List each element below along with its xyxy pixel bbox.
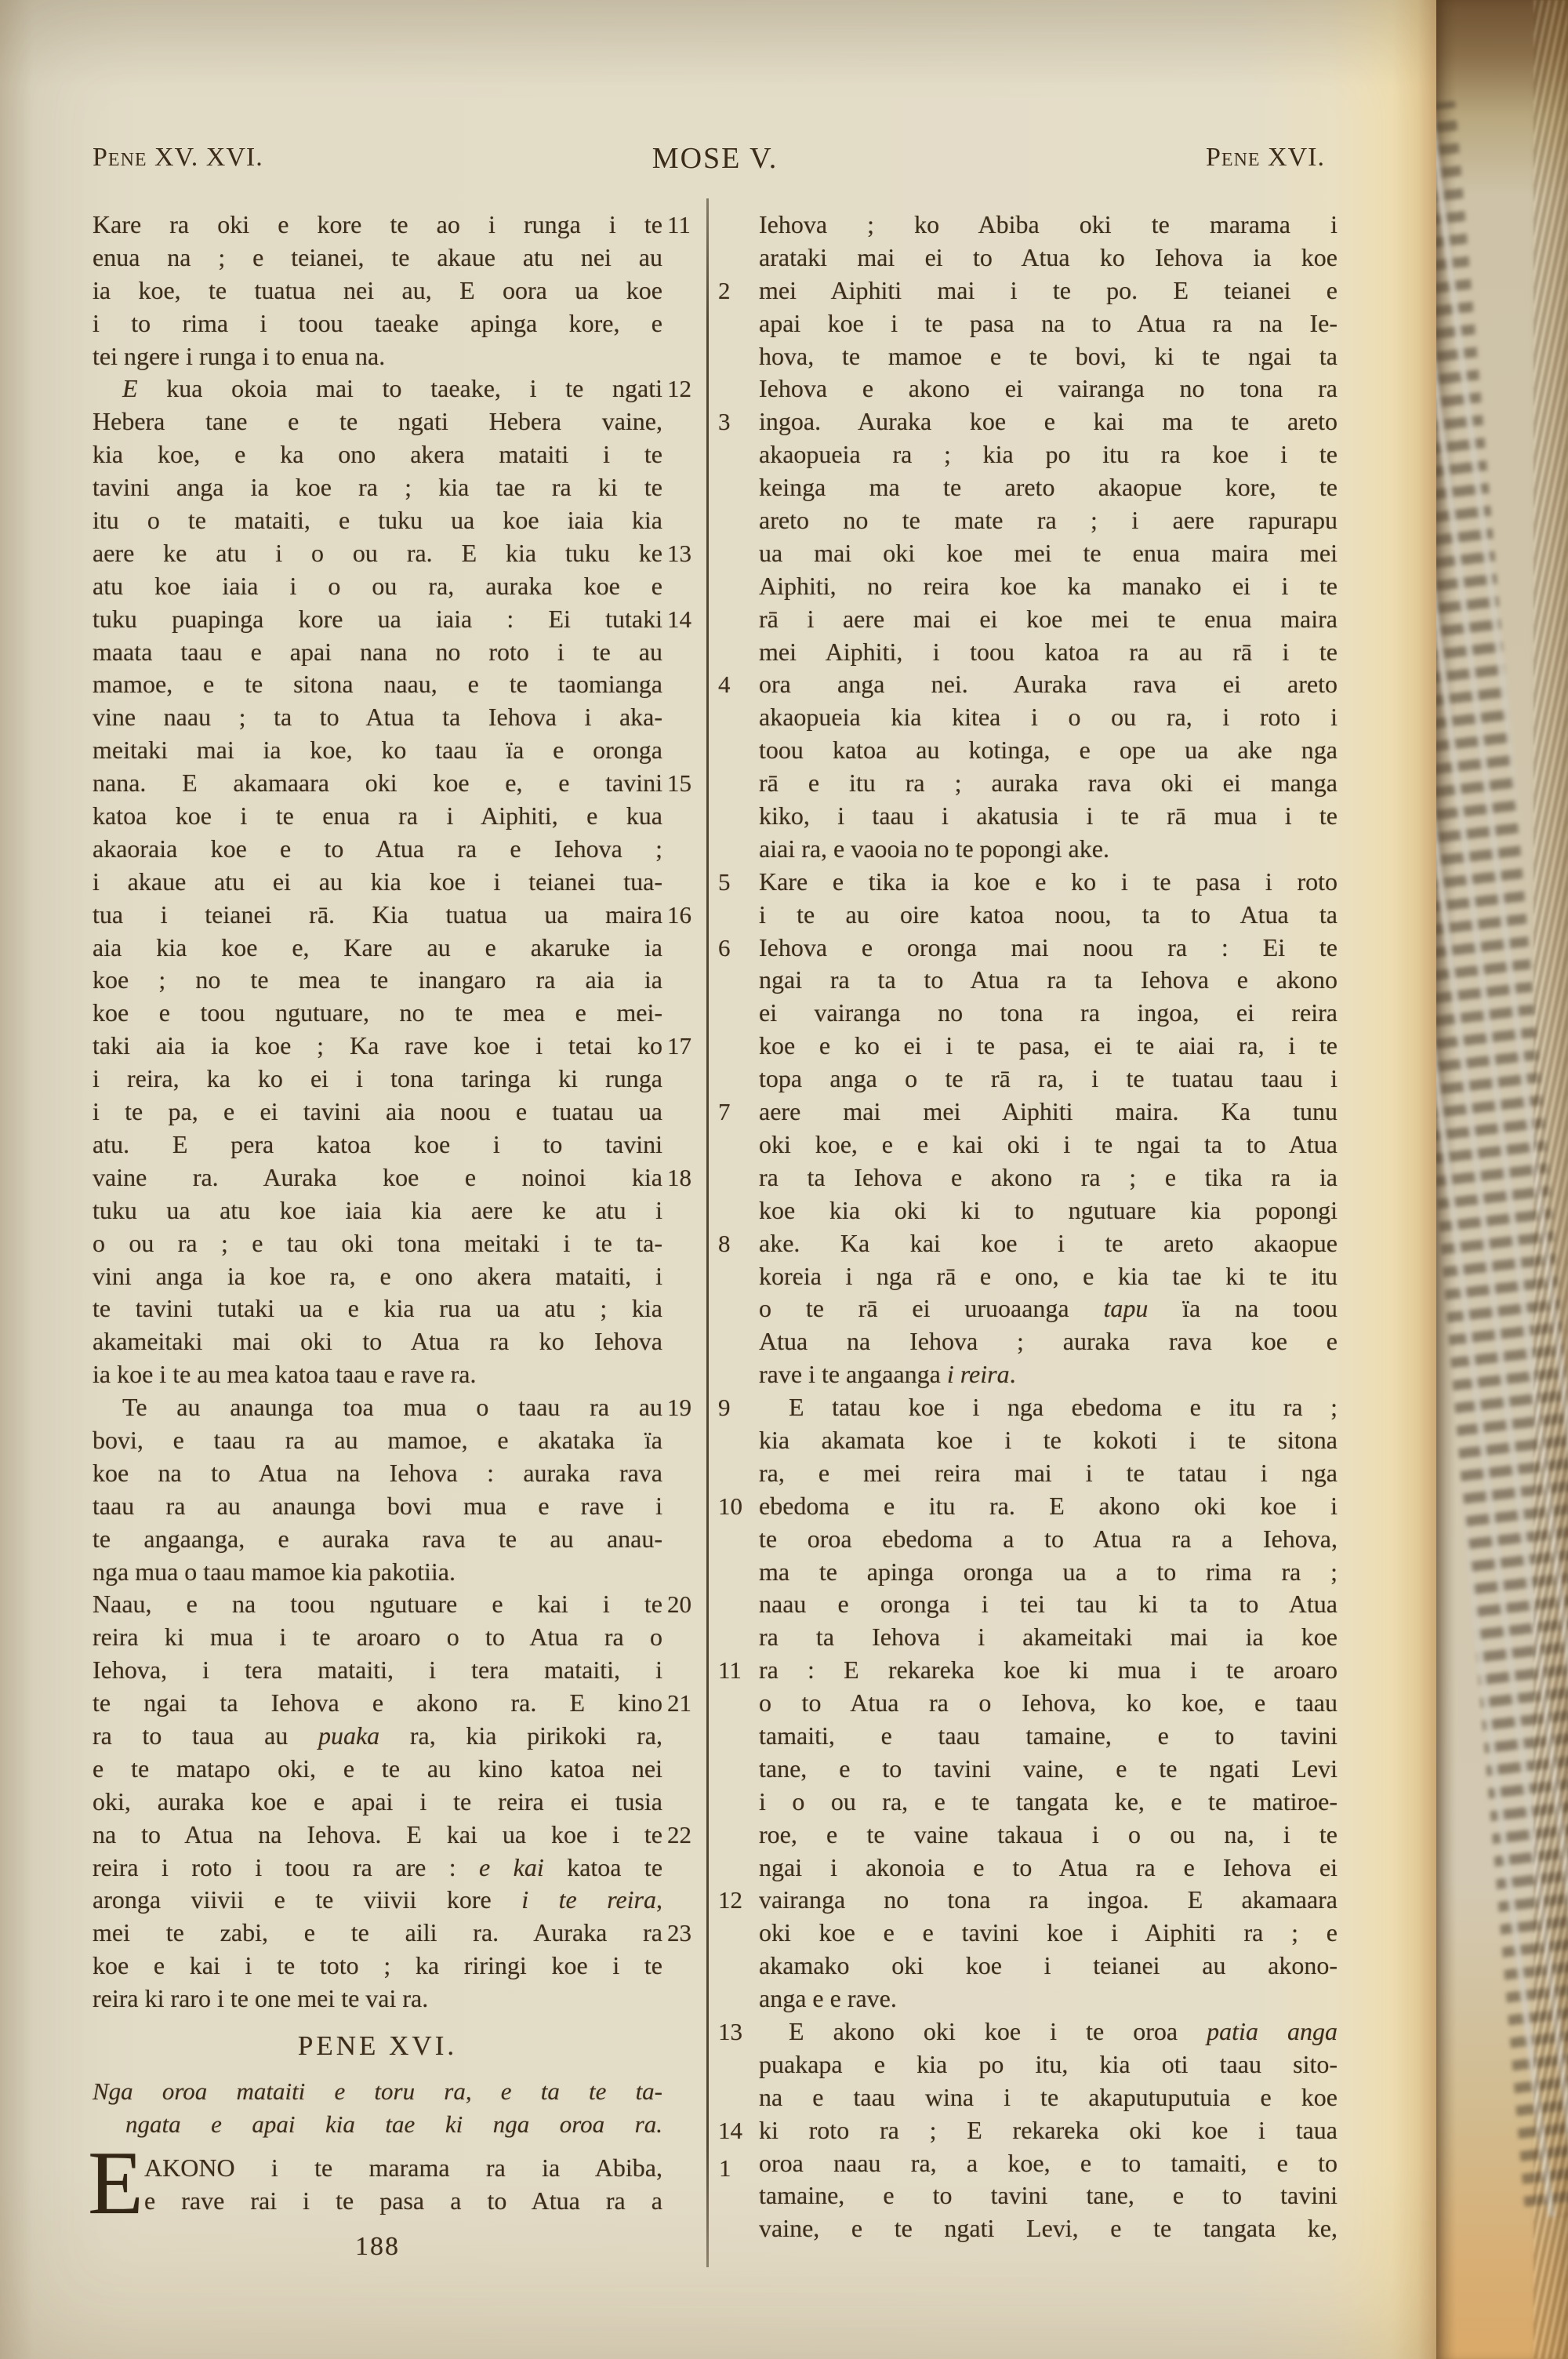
line-text: ebedoma e itu ra. E akono oki koe i <box>759 1491 1338 1520</box>
text-line <box>93 833 662 866</box>
line-text: koe e ko ei i te pasa, ei te aiai ra, i te <box>759 1031 1338 1060</box>
verse-number: 4 <box>718 671 731 699</box>
line-text: Kare e tika ia koe e ko i te pasa i roto <box>759 867 1338 896</box>
text-line <box>759 307 1338 340</box>
column-divider-rule <box>706 198 709 2267</box>
line-text: nana. E akamaara oki koe e, e tavini <box>93 769 662 798</box>
text-line <box>759 997 1338 1030</box>
text-line <box>759 1358 1338 1391</box>
text-line <box>93 964 662 997</box>
line-text: kia koe, e ka ono akera mataiti i te <box>93 440 662 469</box>
text-line <box>93 1063 662 1096</box>
line-text: enua na ; e teianei, te akaue atu nei au <box>93 242 662 271</box>
text-line <box>759 1917 1338 1950</box>
text-line <box>93 1129 662 1161</box>
text-line <box>759 1753 1338 1786</box>
line-text: Naau, e na toou ngutuare e kai i te <box>93 1590 662 1619</box>
text-line <box>718 1391 1338 1424</box>
text-line <box>759 1687 1338 1720</box>
line-text: Iehova e akono ei vairanga no tona ra <box>759 374 1338 403</box>
line-text: oki koe e e tavini koe i Aiphiti ra ; e <box>759 1918 1338 1947</box>
text-line <box>718 2016 1338 2048</box>
text-line <box>759 701 1338 734</box>
text-line <box>93 1687 691 1720</box>
text-line <box>93 2152 731 2185</box>
text-line <box>93 668 662 701</box>
text-line <box>718 866 1338 899</box>
text-line <box>93 274 662 307</box>
text-line <box>93 1917 691 1950</box>
line-text: areto no te mate ra ; i aere rapurapu <box>759 506 1338 535</box>
text-line <box>759 964 1338 997</box>
line-text: i o ou ra, e te tangata ke, e te matiroe- <box>759 1787 1338 1816</box>
text-line <box>759 570 1338 603</box>
line-text: aere ke atu i o ou ra. E kia tuku ke <box>93 538 662 567</box>
chapter-heading: PENE XVI. <box>297 2030 458 2061</box>
line-text: ra ta Iehova i akameitaki mai ia koe <box>759 1623 1338 1652</box>
text-line <box>759 603 1338 636</box>
text-line <box>718 1227 1338 1260</box>
text-line <box>759 209 1338 242</box>
text-line <box>759 899 1338 932</box>
right-column <box>718 209 1338 2245</box>
text-line <box>93 701 662 734</box>
line-text: tamaiti, e taau tamaine, e to tavini <box>759 1721 1338 1750</box>
line-text: taau ra au anaunga bovi mua e rave i <box>93 1491 662 1520</box>
text-line <box>759 1292 1338 1325</box>
line-text: tuku ua atu koe iaia kia aere ke atu i <box>93 1195 662 1224</box>
line-text: ra, e mei reira mai i te tatau i nga <box>759 1458 1338 1487</box>
text-line <box>93 242 662 274</box>
verse-number: 22 <box>667 1820 691 1848</box>
text-line <box>718 274 1338 307</box>
text-line <box>93 1325 662 1358</box>
verse-number: 16 <box>667 900 691 929</box>
line-text: topa anga o te rā ra, i te tuatau taau i <box>759 1064 1338 1093</box>
line-text: ia koe i te au mea katoa taau e rave ra. <box>93 1360 477 1389</box>
line-text: E tatau koe i nga ebedoma e itu ra ; <box>789 1393 1338 1422</box>
text-line <box>759 2048 1338 2081</box>
verse-number: 13 <box>718 2017 742 2045</box>
line-text: arataki mai ei to Atua ko Iehova ia koe <box>759 242 1338 271</box>
text-line <box>759 1424 1338 1457</box>
line-text: koreia i nga rā e ono, e kia tae ki te itu <box>759 1261 1338 1290</box>
text-line <box>759 2179 1338 2212</box>
text-line <box>93 1227 662 1260</box>
line-text: o to Atua ra o Iehova, ko koe, e taau <box>759 1688 1338 1717</box>
line-text: Iehova, i tera mataiti, i tera mataiti, i <box>93 1656 662 1685</box>
text-line <box>93 1588 691 1621</box>
verse-number: 15 <box>667 769 691 798</box>
text-line <box>718 2114 1338 2147</box>
line-text: ia koe, te tuatua nei au, E oora ua koe <box>93 275 662 304</box>
text-line <box>93 1556 662 1589</box>
page-number: 188 <box>355 2231 400 2261</box>
left-column-text <box>93 209 691 2016</box>
line-text: ngai i akonoia e to Atua ra e Iehova ei <box>759 1852 1338 1881</box>
verse-number: 3 <box>718 408 731 436</box>
line-text: i akaue atu ei au kia koe i teianei tua- <box>93 867 662 896</box>
line-text: rā i aere mai ei koe mei te enua maira <box>759 604 1338 633</box>
line-text: oki, auraka koe e apai i te reira ei tusia <box>93 1787 662 1816</box>
text-line <box>93 1852 662 1885</box>
text-line <box>759 242 1338 274</box>
text-line <box>759 636 1338 669</box>
line-text: keinga ma te areto akaopue kore, te <box>759 473 1338 502</box>
line-text: Te au anaunga toa mua o taau ra au <box>122 1393 662 1422</box>
line-text: toou katoa au kotinga, e ope ua ake nga <box>759 736 1338 765</box>
text-line <box>759 1161 1338 1194</box>
text-line <box>718 1884 1338 1917</box>
line-text: ra to taua au puaka ra, kia pirikoki ra, <box>93 1721 662 1750</box>
line-text: taki aia ia koe ; Ka rave koe i tetai ko <box>93 1031 662 1060</box>
verse-number: 5 <box>718 867 731 896</box>
text-line <box>93 1786 662 1819</box>
line-text: puakapa e kia po itu, kia oti taau sito- <box>759 2049 1338 2078</box>
text-line <box>759 800 1338 833</box>
verse-number: 20 <box>667 1590 691 1619</box>
text-line <box>93 340 662 373</box>
text-line <box>93 2075 662 2108</box>
line-text: mei Aiphiti, i toou katoa ra au rā i te <box>759 637 1338 666</box>
line-text: atu. E pera katoa koe i to tavini <box>93 1129 662 1158</box>
line-text: tua i teianei rā. Kia tuatua ua maira <box>93 900 662 929</box>
text-line <box>93 899 691 932</box>
text-line <box>759 1030 1338 1063</box>
line-text: i to rima i toou taeake apinga kore, e <box>93 308 662 337</box>
line-text: o te rā ei uruoaanga tapu ïa na toou <box>759 1294 1338 1323</box>
line-text: o ou ra ; e tau oki tona meitaki i te ta- <box>93 1228 662 1257</box>
line-text: ra ta Iehova e akono ra ; e tika ra ia <box>759 1162 1338 1191</box>
line-text: vairanga no tona ra ingoa. E akamaara <box>759 1885 1338 1914</box>
right-column-text <box>718 209 1338 2245</box>
text-line <box>93 1720 662 1753</box>
line-text: AKONO i te marama ra ia Abiba, <box>144 2153 662 2182</box>
line-text: koe kia oki ki to ngutuare kia popongi <box>759 1195 1338 1224</box>
text-line <box>93 2185 662 2218</box>
line-text: Kare ra oki e kore te ao i runga i te <box>93 210 662 238</box>
text-line <box>93 2108 662 2141</box>
text-line <box>93 1161 691 1194</box>
text-line <box>93 1523 662 1556</box>
text-line <box>93 1621 662 1654</box>
verse-number: 7 <box>718 1098 731 1126</box>
line-text: Atua na Iehova ; auraka rava koe e <box>759 1327 1338 1356</box>
text-line <box>759 1621 1338 1654</box>
text-line <box>759 1786 1338 1819</box>
text-line <box>93 1030 691 1063</box>
text-line <box>93 1194 662 1227</box>
line-text: Hebera tane e te ngati Hebera vaine, <box>93 407 662 436</box>
line-text: ingoa. Auraka koe e kai ma te areto <box>759 407 1338 436</box>
text-line <box>93 800 662 833</box>
opening-paragraph <box>88 2132 731 2234</box>
text-line <box>718 668 1338 701</box>
text-line <box>759 1720 1338 1753</box>
line-text: i te pa, e ei tavini aia noou e tuatau ua <box>93 1097 662 1126</box>
line-text: E akono oki koe i te oroa patia anga <box>789 2016 1338 2045</box>
text-line <box>759 1523 1338 1556</box>
line-text: akaopueia kia kitea i o ou ra, i roto i <box>759 703 1338 732</box>
line-text: ake. Ka kai koe i te areto akaopue <box>759 1228 1338 1257</box>
text-line <box>93 1950 662 1983</box>
line-text: naau e oronga i tei tau ki ta to Atua <box>759 1590 1338 1619</box>
verse-number: 10 <box>718 1492 742 1520</box>
line-text: Nga oroa mataiti e toru ra, e ta te ta- <box>93 2077 662 2105</box>
text-line <box>718 1490 1338 1523</box>
line-text: reira ki raro i te one mei te vai ra. <box>93 1984 429 2013</box>
text-line <box>93 1457 662 1490</box>
verse-number: 2 <box>718 276 731 304</box>
text-line <box>93 1884 662 1917</box>
verse-number: 8 <box>718 1229 731 1257</box>
line-text: e rave rai i te pasa a to Atua ra a <box>144 2186 662 2215</box>
verse-number: 11 <box>718 1656 742 1685</box>
line-text: te ngai ta Iehova e akono ra. E kino <box>93 1688 662 1717</box>
line-text: aia kia koe e, Kare au e akaruke ia <box>93 932 662 961</box>
text-line <box>93 570 662 603</box>
line-text: ei vairanga no tona ra ingoa, ei reira <box>759 998 1338 1027</box>
line-text: meitaki mai ia koe, ko taau ïa e oronga <box>93 736 662 765</box>
text-line <box>718 405 1338 438</box>
line-text: atu koe iaia i o ou ra, auraka koe e <box>93 571 662 600</box>
text-line <box>93 1819 691 1852</box>
verse-number: 19 <box>667 1394 691 1422</box>
text-line <box>93 307 662 340</box>
verse-number: 9 <box>718 1394 731 1422</box>
text-line <box>759 1819 1338 1852</box>
line-text: nga mua o taau mamoe kia pakotiia. <box>93 1557 456 1586</box>
line-text: akameitaki mai oki to Atua ra ko Iehova <box>93 1327 662 1356</box>
line-text: aiai ra, e vaooia no te popongi ake. <box>759 834 1109 863</box>
line-text: ma te apinga oronga ua a to rima ra ; <box>759 1557 1338 1586</box>
text-line <box>93 1358 662 1391</box>
text-line <box>93 1490 662 1523</box>
line-text: maata taau e apai nana no roto i te au <box>93 637 662 666</box>
text-line <box>93 1753 662 1786</box>
line-text: tavini anga ia koe ra ; kia tae ra ki te <box>93 473 662 502</box>
text-line <box>759 471 1338 504</box>
text-line <box>759 1325 1338 1358</box>
page-edge-stack-texture <box>1534 0 1568 2359</box>
line-text: Iehova e oronga mai noou ra : Ei te <box>759 932 1338 961</box>
text-line <box>93 373 691 405</box>
text-line <box>759 1950 1338 1983</box>
line-text: itu o te mataiti, e tuku ua koe iaia kia <box>93 506 662 535</box>
line-text: koe na to Atua na Iehova : auraka rava <box>93 1458 662 1487</box>
verse-number: 18 <box>667 1163 691 1191</box>
line-text: mamoe, e te sitona naau, e te taomianga <box>93 670 662 699</box>
line-text: anga e e rave. <box>759 1984 897 2013</box>
line-text: bovi, e taau ra au mamoe, e akataka ïa <box>93 1425 662 1454</box>
line-text: i te au oire katoa noou, ta to Atua ta <box>759 900 1338 929</box>
line-text: tamaine, e to tavini tane, e to tavini <box>759 2181 1338 2210</box>
line-text: kiko, i taau i akatusia i te rā mua i te <box>759 801 1338 831</box>
opening-paragraph-lines <box>93 2152 731 2218</box>
text-line <box>759 1556 1338 1589</box>
line-text: aere mai mei Aiphiti maira. Ka tunu <box>759 1097 1338 1126</box>
line-text: vaine ra. Auraka koe e noinoi kia <box>93 1162 662 1191</box>
line-text: koe ; no te mea te inangaro ra aia ia <box>93 965 662 994</box>
line-text: vaine, e te ngati Levi, e te tangata ke, <box>759 2214 1338 2243</box>
running-head-left: Pene XV. XVI. <box>93 143 263 172</box>
text-line <box>759 833 1338 866</box>
line-text: ki roto ra ; E rekareka oki koe i taua <box>759 2115 1338 2144</box>
line-text: oki koe, e e kai oki i te ngai ta to Atua <box>759 1129 1338 1158</box>
text-line <box>93 1983 662 2016</box>
line-text: koe e kai i te toto ; ka riringi koe i te <box>93 1951 662 1980</box>
line-text: te tavini tutaki ua e kia rua ua atu ; kia <box>93 1294 662 1323</box>
text-line <box>93 997 662 1030</box>
line-text: vini anga ia koe ra, e ono akera mataiti, i <box>93 1261 662 1290</box>
line-text: Iehova ; ko Abiba oki te marama i <box>759 210 1338 238</box>
text-line <box>93 471 662 504</box>
verse-number: 14 <box>718 2116 742 2144</box>
text-line <box>93 1260 662 1293</box>
line-text: akamako oki koe i teianei au akono- <box>759 1951 1338 1980</box>
verse-number: 12 <box>667 375 691 403</box>
text-line <box>93 1654 662 1687</box>
line-text: vine naau ; ta to Atua ta Iehova i aka- <box>93 703 662 732</box>
text-line <box>759 1063 1338 1096</box>
line-text: kia akamata koe i te kokoti i te sitona <box>759 1425 1338 1454</box>
line-text: reira i roto i toou ra are : e kai katoa te <box>93 1852 663 1881</box>
text-line <box>759 1129 1338 1161</box>
line-text: roe, e te vaine takaua i o ou na, i te <box>759 1819 1338 1848</box>
text-line <box>93 405 662 438</box>
text-line <box>759 1457 1338 1490</box>
text-line <box>759 438 1338 471</box>
line-text: mei Aiphiti mai i te po. E teianei e <box>759 275 1338 304</box>
verse-number: 23 <box>667 1919 691 1947</box>
line-text: akaopueia ra ; kia po itu ra koe i te <box>759 440 1338 469</box>
line-text: mei te zabi, e te aili ra. Auraka ra <box>93 1918 662 1947</box>
text-line <box>93 932 662 965</box>
text-line <box>759 1983 1338 2016</box>
line-text: ngai ra ta to Atua ra ta Iehova e akono <box>759 965 1338 994</box>
text-line <box>93 767 691 800</box>
text-line <box>759 1852 1338 1885</box>
line-text: e te matapo oki, e te au kino katoa nei <box>93 1754 662 1783</box>
line-text: akaoraia koe e to Atua ra e Iehova ; <box>93 834 662 863</box>
line-text: tuku puapinga kore ua iaia : Ei tutaki <box>93 604 662 633</box>
text-line <box>93 438 662 471</box>
drop-cap-initial: E <box>88 2132 143 2234</box>
line-text: rave i te angaanga i reira. <box>759 1360 1016 1389</box>
text-line <box>759 2212 1338 2245</box>
line-text: koe e toou ngutuare, no te mea e mei- <box>93 998 662 1027</box>
text-line <box>93 1292 662 1325</box>
verse-number: 14 <box>667 605 691 633</box>
line-text: tane, e to tavini vaine, e te ngati Levi <box>759 1754 1338 1783</box>
verse-number: 13 <box>667 539 691 567</box>
text-line <box>759 767 1338 800</box>
text-line <box>759 2147 1338 2180</box>
text-line <box>759 2081 1338 2114</box>
book-fore-edge <box>1436 0 1568 2359</box>
line-text: tei ngere i runga i to enua na. <box>93 341 386 370</box>
verse-number: 17 <box>667 1032 691 1060</box>
line-text: rā e itu ra ; auraka rava oki ei manga <box>759 769 1338 798</box>
line-text: ora anga nei. Auraka rava ei areto <box>759 670 1338 699</box>
line-text: reira ki mua i te aroaro o to Atua ra o <box>93 1623 662 1652</box>
verse-number: 11 <box>667 211 691 238</box>
text-line <box>93 636 662 669</box>
text-line <box>93 1096 662 1129</box>
line-text: E kua okoia mai to taeake, i te ngati <box>122 374 662 403</box>
running-head-right: Pene XVI. <box>1206 143 1325 172</box>
line-text: oroa naau ra, a koe, e to tamaiti, e to <box>759 2148 1338 2177</box>
text-line <box>93 1391 691 1424</box>
text-line <box>718 1096 1338 1129</box>
text-line <box>93 504 662 537</box>
text-line <box>759 1260 1338 1293</box>
text-line <box>759 1588 1338 1621</box>
line-text: katoa koe i te enua ra i Aiphiti, e kua <box>93 801 662 831</box>
text-line <box>718 1654 1338 1687</box>
line-text: te angaanga, e auraka rava te au anau- <box>93 1524 662 1553</box>
text-line <box>759 537 1338 570</box>
verse-number: 1 <box>719 2154 731 2182</box>
text-line <box>93 866 662 899</box>
line-text: aronga viivii e te viivii kore i te reira, <box>93 1885 663 1914</box>
text-line <box>759 373 1338 405</box>
text-line <box>759 734 1338 767</box>
line-text: na e taau wina i te akaputuputuia e koe <box>759 2082 1338 2111</box>
text-line <box>93 734 662 767</box>
text-line <box>93 537 691 570</box>
text-line <box>718 932 1338 965</box>
line-text: ra : E rekareka koe ki mua i te aroaro <box>759 1656 1338 1685</box>
line-text: ngata e apai kia tae ki nga oroa ra. <box>125 2110 662 2138</box>
verse-number: 6 <box>718 933 731 961</box>
text-line <box>759 504 1338 537</box>
running-head-title: MOSE V. <box>652 142 779 175</box>
running-head <box>93 143 1338 177</box>
line-text: Aiphiti, no reira koe ka manako ei i te <box>759 571 1338 600</box>
verse-number: 12 <box>718 1886 742 1914</box>
chapter-summary <box>93 2075 662 2141</box>
text-line <box>93 603 691 636</box>
line-text: apai koe i te pasa na to Atua ra na Ie- <box>759 308 1338 337</box>
line-text: te oroa ebedoma a to Atua ra a Iehova, <box>759 1524 1338 1553</box>
line-text: na to Atua na Iehova. E kai ua koe i te <box>93 1819 662 1848</box>
text-line <box>93 209 691 242</box>
text-line <box>759 340 1338 373</box>
line-text: ua mai oki koe mei te enua maira mei <box>759 538 1338 567</box>
line-text: i reira, ka ko ei i tona taringa ki runga <box>93 1064 662 1093</box>
verse-number: 21 <box>667 1689 691 1717</box>
text-line <box>759 1194 1338 1227</box>
text-line <box>93 1424 662 1457</box>
line-text: hova, te mamoe e te bovi, ki te ngai ta <box>759 341 1338 370</box>
